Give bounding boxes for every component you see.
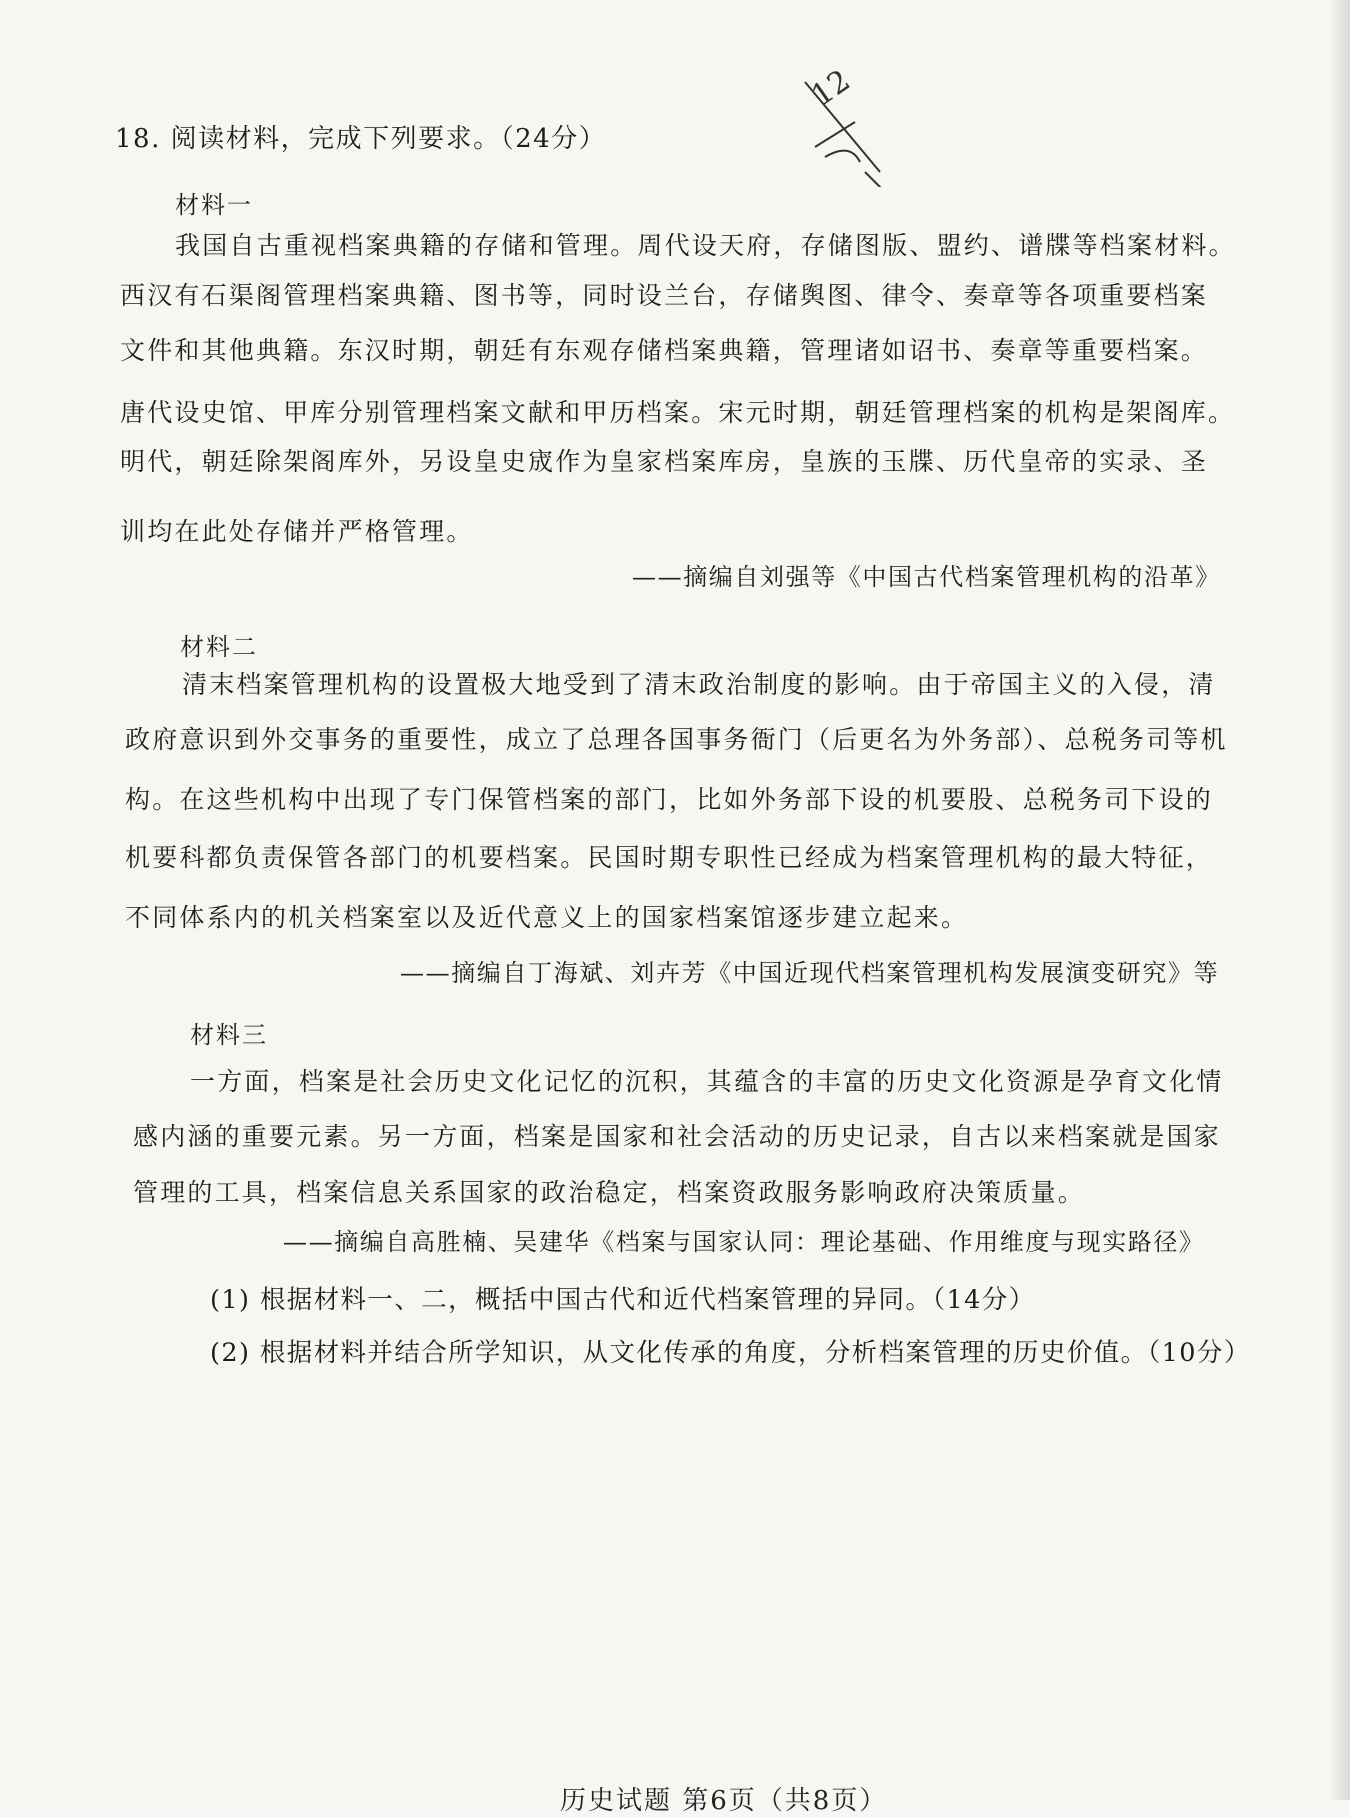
material-2-line: 机要科都负责保管各部门的机要档案。民国时期专职性已经成为档案管理机构的最大特征， <box>125 843 1214 872</box>
material-3-source: ——摘编自高胜楠、吴建华《档案与国家认同：理论基础、作用维度与现实路径》 <box>283 1228 1205 1256</box>
svg-text:12: 12 <box>805 63 857 114</box>
task-2: (2) 根据材料并结合所学知识，从文化传承的角度，分析档案管理的历史价值。（10分） <box>210 1338 1251 1368</box>
material-1-line: 唐代设史馆、甲库分别管理档案文献和甲历档案。宋元时期，朝廷管理档案的机构是架阁库。 <box>120 398 1236 427</box>
material-1-line: 文件和其他典籍。东汉时期，朝廷有东观存储档案典籍，管理诸如诏书、奏章等重要档案。 <box>120 336 1209 365</box>
material-2-line: 清末档案管理机构的设置极大地受到了清末政治制度的影响。由于帝国主义的入侵，清 <box>182 670 1216 699</box>
material-1-title: 材料一 <box>175 191 253 219</box>
handwritten-score-mark <box>795 62 895 187</box>
material-2-line: 构。在这些机构中出现了专门保管档案的部门，比如外务部下设的机要股、总税务司下设的 <box>125 785 1214 814</box>
material-2-line: 政府意识到外交事务的重要性，成立了总理各国事务衙门（后更名为外务部）、总税务司等机 <box>125 725 1228 754</box>
task-1: (1) 根据材料一、二，概括中国古代和近代档案管理的异同。（14分） <box>210 1285 1036 1315</box>
page-edge-shadow <box>1328 0 1350 1800</box>
material-1-line: 训均在此处存储并严格管理。 <box>120 517 474 546</box>
question-heading: 18. 阅读材料，完成下列要求。（24分） <box>115 124 607 154</box>
material-2-source: ——摘编自丁海斌、刘卉芳《中国近现代档案管理机构发展演变研究》等 <box>400 959 1220 987</box>
material-3-line: 管理的工具，档案信息关系国家的政治稳定，档案资政服务影响政府决策质量。 <box>133 1178 1086 1207</box>
material-3-line: 一方面，档案是社会历史文化记忆的沉积，其蕴含的丰富的历史文化资源是孕育文化情 <box>190 1067 1224 1096</box>
material-3-title: 材料三 <box>190 1021 268 1049</box>
material-3-line: 感内涵的重要元素。另一方面，档案是国家和社会活动的历史记录，自古以来档案就是国家 <box>133 1122 1222 1151</box>
material-1-line: 我国自古重视档案典籍的存储和管理。周代设天府，存储图版、盟约、谱牒等档案材料。 <box>175 231 1236 260</box>
material-1-line: 明代，朝廷除架阁库外，另设皇史宬作为皇家档案库房，皇族的玉牒、历代皇帝的实录、圣 <box>120 447 1209 476</box>
material-1-line: 西汉有石渠阁管理档案典籍、图书等，同时设兰台，存储舆图、律令、奏章等各项重要档案 <box>120 281 1209 310</box>
material-2-title: 材料二 <box>180 633 258 661</box>
material-2-line: 不同体系内的机关档案室以及近代意义上的国家档案馆逐步建立起来。 <box>125 903 969 932</box>
page-footer: 历史试题 第6页（共8页） <box>560 1786 888 1816</box>
material-1-source: ——摘编自刘强等《中国古代档案管理机构的沿革》 <box>632 563 1221 591</box>
